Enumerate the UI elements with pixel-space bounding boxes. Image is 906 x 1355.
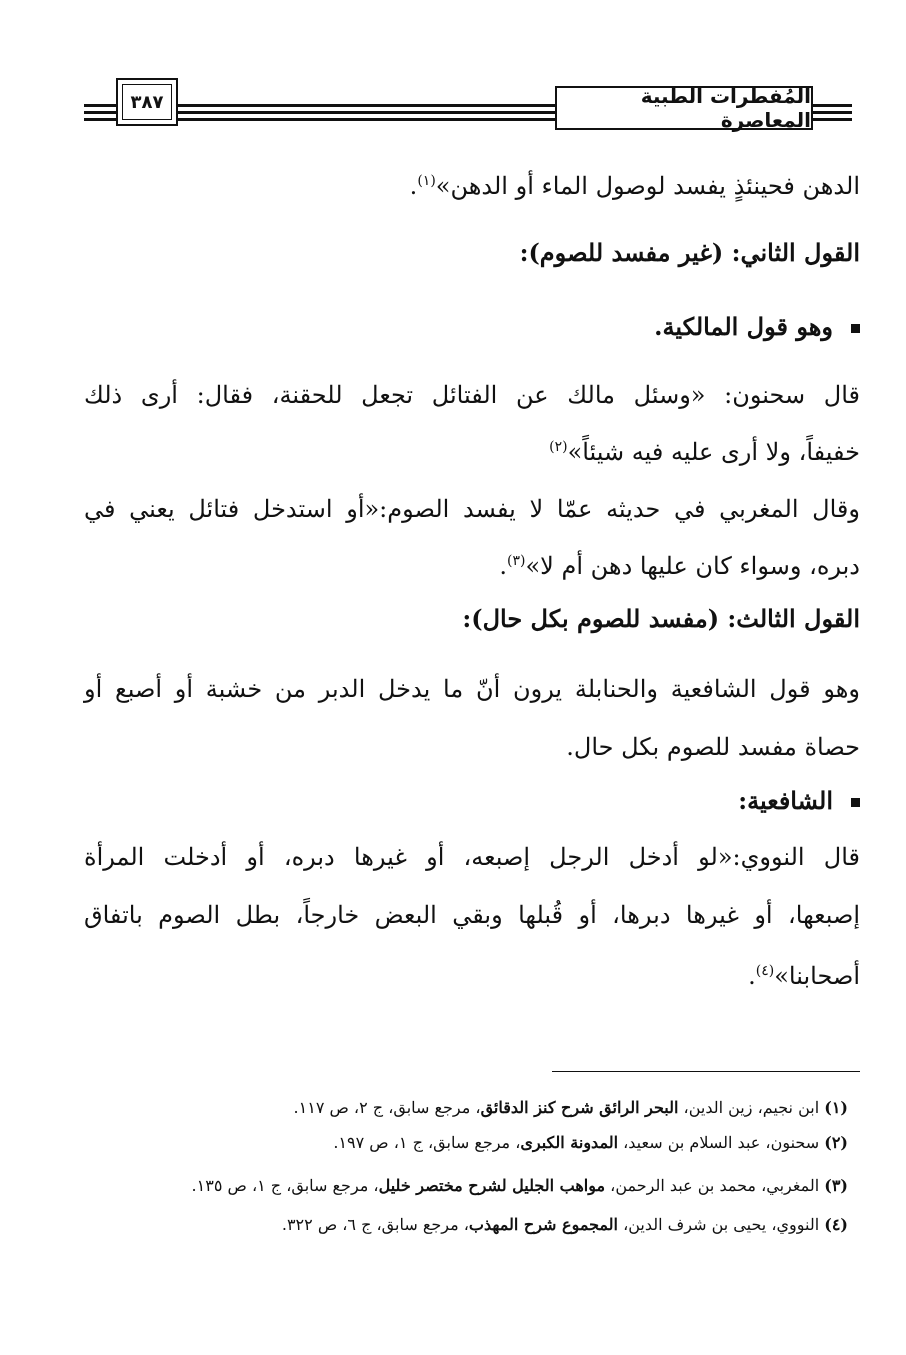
page-number-box [116,78,178,126]
footnote-book-title: البحر الرائق شرح كنز الدقائق [480,1098,679,1117]
footnote-book-title: مواهب الجليل لشرح مختصر خليل [378,1176,606,1195]
paragraph-line: قال سحنون: «وسئل مالك عن الفتائل تجعل للحقنة، فقال: أرى ذلك [84,381,861,409]
footnote: (١) ابن نجيم، زين الدين، البحر الرائق شرح كنز الدقائق، مرجع سابق، ج ٢، ص ١١٧. [293,1098,848,1117]
paragraph-line: الدهن فحينئذٍ يفسد لوصول الماء أو الدهن»$^{(١)}$. [409,172,860,200]
book-title-box [555,86,813,130]
bullet-item: وهو قول المالكية. [84,310,860,344]
section-heading: القول الثالث: (مفسد للصوم بكل حال): [462,604,860,633]
bullet-square-icon [851,324,860,333]
paragraph-line: وقال المغربي في حديثه عمّا لا يفسد الصوم:«أو استدخل فتائل يعني في [84,495,860,523]
paragraph-line: حصاة مفسد للصوم بكل حال. [566,733,860,761]
footnote-ref: (١) [417,173,436,189]
footnote: (٢) سحنون، عبد السلام بن سعيد، المدونة الكبرى، مرجع سابق، ج ١، ص ١٩٧. [333,1133,848,1152]
footnote-ref: (٣) [507,553,526,569]
footnote-book-title: المدونة الكبرى [520,1133,619,1152]
footnote: (٣) المغربي، محمد بن عبد الرحمن، مواهب الجليل لشرح مختصر خليل، مرجع سابق، ج ١، ص ١٣٥. [191,1176,848,1195]
footnote-ref: (٤) [755,963,775,979]
paragraph-line: إصبعها، أو غيرها دبرها، أو قُبلها وبقي البعض خارجاً، بطل الصوم باتفاق [84,901,860,929]
paragraph-line: أصحابنا»$^{(٤)}$. [748,962,860,990]
paragraph-line: وهو قول الشافعية والحنابلة يرون أنّ ما يدخل الدبر من خشبة أو أصبع أو [84,675,860,703]
paragraph-line: دبره، وسواء كان عليها دهن أم لا»$^{(٣)}$. [499,552,860,580]
footnote: (٤) النووي، يحيى بن شرف الدين، المجموع شرح المهذب، مرجع سابق، ج ٦، ص ٣٢٢. [281,1215,848,1234]
page-number: ٣٨٧ [130,91,164,113]
bullet-square-icon [851,798,860,807]
footnote-separator [552,1071,860,1072]
paragraph-line: قال النووي:«لو أدخل الرجل إصبعه، أو غيرها دبره، أو أدخلت المرأة [84,843,861,871]
footnote-ref: (٢) [549,439,568,455]
page-header [0,66,906,136]
book-title: المُفطرات الطبية المعاصرة [640,84,811,132]
paragraph-line: خفيفاً، ولا أرى عليه فيه شيئاً»$^{(٢)}$ [549,438,860,466]
section-heading: القول الثاني: (غير مفسد للصوم): [519,238,860,267]
footnote-book-title: المجموع شرح المهذب [468,1215,618,1234]
bullet-item: الشافعية: [84,784,860,818]
